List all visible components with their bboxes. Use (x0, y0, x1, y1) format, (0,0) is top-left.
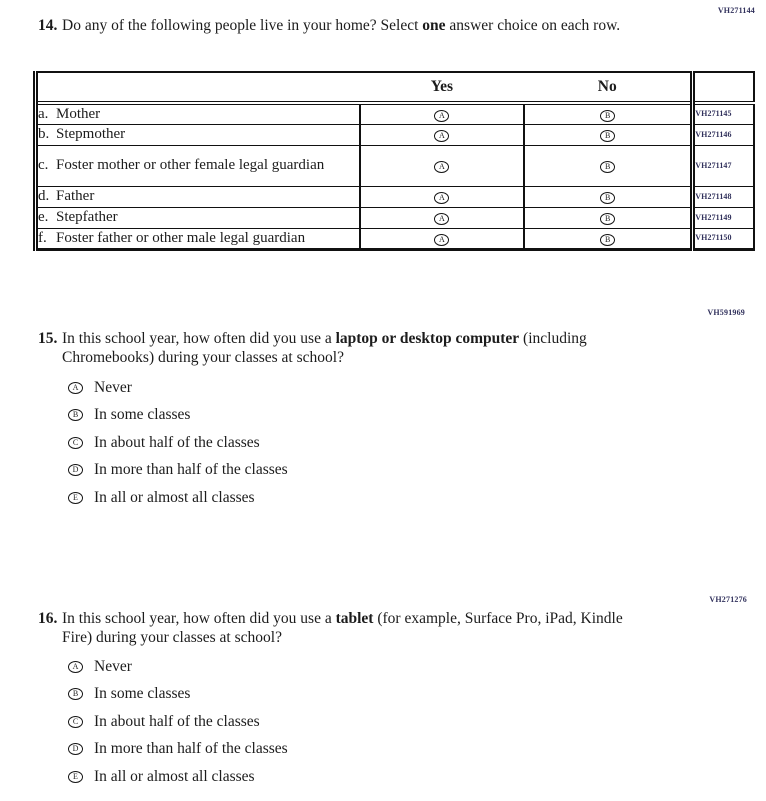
row-letter: e. (38, 209, 49, 225)
row-letter: f. (38, 229, 47, 246)
q16-option-c-bubble[interactable]: C (68, 716, 83, 728)
q15-option-e-bubble[interactable]: E (68, 492, 83, 504)
option-label: In more than half of the classes (94, 740, 288, 757)
question-16-text-post: (for example, Surface Pro, iPad, Kindle Fire) during your classes at school? (62, 610, 623, 646)
q15-option-all-classes (68, 490, 288, 505)
foster-father-no-bubble[interactable]: B (600, 234, 615, 246)
row-label: Mother (56, 105, 101, 122)
grid-header-code-blank (693, 72, 754, 103)
option-label: In some classes (94, 685, 191, 702)
row-variable-code: VH271147 (693, 145, 754, 186)
row-label: Stepmother (56, 126, 126, 142)
foster-father-yes-bubble[interactable]: A (434, 234, 449, 246)
row-letter: b. (38, 126, 50, 142)
father-no-bubble[interactable]: B (600, 192, 615, 204)
foster-mother-yes-bubble[interactable]: A (434, 161, 449, 173)
q16-option-some-classes (68, 687, 288, 702)
q16-option-about-half (68, 714, 288, 729)
question-14-text (62, 16, 647, 35)
question-16-text (62, 609, 647, 647)
question-16 (38, 609, 647, 647)
row-letter: c. (38, 157, 49, 173)
grid-header-no: No (524, 72, 693, 103)
option-label: Never (94, 657, 132, 675)
option-label: In some classes (94, 406, 191, 423)
q15-option-b-bubble[interactable]: B (68, 409, 83, 421)
question-15-number: 15. (38, 330, 58, 347)
question-16-variable-code: VH271276 (709, 595, 747, 604)
q15-option-about-half (68, 435, 288, 450)
stepmother-yes-bubble[interactable]: A (434, 130, 449, 142)
question-15-text (62, 329, 647, 367)
option-label: In all or almost all classes (94, 488, 255, 506)
father-yes-bubble[interactable]: A (434, 192, 449, 204)
q16-option-all-classes (68, 769, 288, 784)
q16-option-e-bubble[interactable]: E (68, 771, 83, 783)
row-letter: d. (38, 188, 50, 204)
stepmother-no-bubble[interactable]: B (600, 130, 615, 142)
row-variable-code: VH271145 (693, 103, 754, 124)
question-15-text-post: (including Chromebooks) during your classes at school? (62, 330, 587, 366)
table-row-mother (36, 103, 755, 124)
q15-option-d-bubble[interactable]: D (68, 464, 83, 476)
question-15-options (68, 380, 288, 518)
question-15-variable-code: VH591969 (707, 308, 745, 317)
row-variable-code: VH271148 (693, 186, 754, 207)
table-row-stepfather (36, 207, 755, 228)
grid-header-row (36, 72, 755, 103)
question-14-number: 14. (38, 17, 58, 34)
table-row-foster-father (36, 228, 755, 249)
row-label: Stepfather (56, 209, 118, 225)
question-14-answer-grid (33, 71, 755, 251)
q16-option-b-bubble[interactable]: B (68, 688, 83, 700)
foster-mother-no-bubble[interactable]: B (600, 161, 615, 173)
question-15-text-pre: In this school year, how often did you use a (62, 330, 336, 347)
question-16-options (68, 659, 288, 797)
table-row-father (36, 186, 755, 207)
q15-option-never (68, 380, 288, 395)
question-14-variable-code: VH271144 (717, 6, 755, 15)
table-row-foster-mother (36, 145, 755, 186)
q15-option-a-bubble[interactable]: A (68, 382, 83, 394)
option-label: In about half of the classes (94, 712, 260, 730)
question-14-text-bold: one (422, 17, 446, 34)
question-16-number: 16. (38, 610, 58, 627)
question-14 (38, 16, 647, 35)
mother-no-bubble[interactable]: B (600, 110, 615, 122)
row-label: Foster mother or other female legal guardian (56, 157, 325, 173)
option-label: In all or almost all classes (94, 767, 255, 785)
grid-header-yes: Yes (360, 72, 525, 103)
question-15 (38, 329, 647, 367)
question-16-text-bold: tablet (335, 610, 374, 627)
table-row-stepmother (36, 124, 755, 145)
q15-option-more-than-half (68, 463, 288, 478)
row-variable-code: VH271149 (693, 207, 754, 228)
q16-option-more-than-half (68, 742, 288, 757)
row-variable-code: VH271150 (693, 228, 754, 249)
q16-option-d-bubble[interactable]: D (68, 743, 83, 755)
mother-yes-bubble[interactable]: A (434, 110, 449, 122)
row-label: Foster father or other male legal guardian (56, 229, 306, 246)
question-14-text-pre: Do any of the following people live in your home? Select (62, 17, 423, 34)
q16-option-a-bubble[interactable]: A (68, 661, 83, 673)
q15-option-some-classes (68, 408, 288, 423)
row-variable-code: VH271146 (693, 124, 754, 145)
q16-option-never (68, 659, 288, 674)
row-label: Father (56, 188, 95, 204)
stepfather-no-bubble[interactable]: B (600, 213, 615, 225)
question-15-text-bold: laptop or desktop computer (335, 330, 520, 347)
q15-option-c-bubble[interactable]: C (68, 437, 83, 449)
option-label: In about half of the classes (94, 433, 260, 451)
question-16-text-pre: In this school year, how often did you use a (62, 610, 336, 627)
question-14-text-post: answer choice on each row. (445, 17, 621, 34)
option-label: Never (94, 378, 132, 396)
row-letter: a. (38, 105, 49, 122)
grid-header-blank (36, 72, 360, 103)
stepfather-yes-bubble[interactable]: A (434, 213, 449, 225)
option-label: In more than half of the classes (94, 461, 288, 478)
